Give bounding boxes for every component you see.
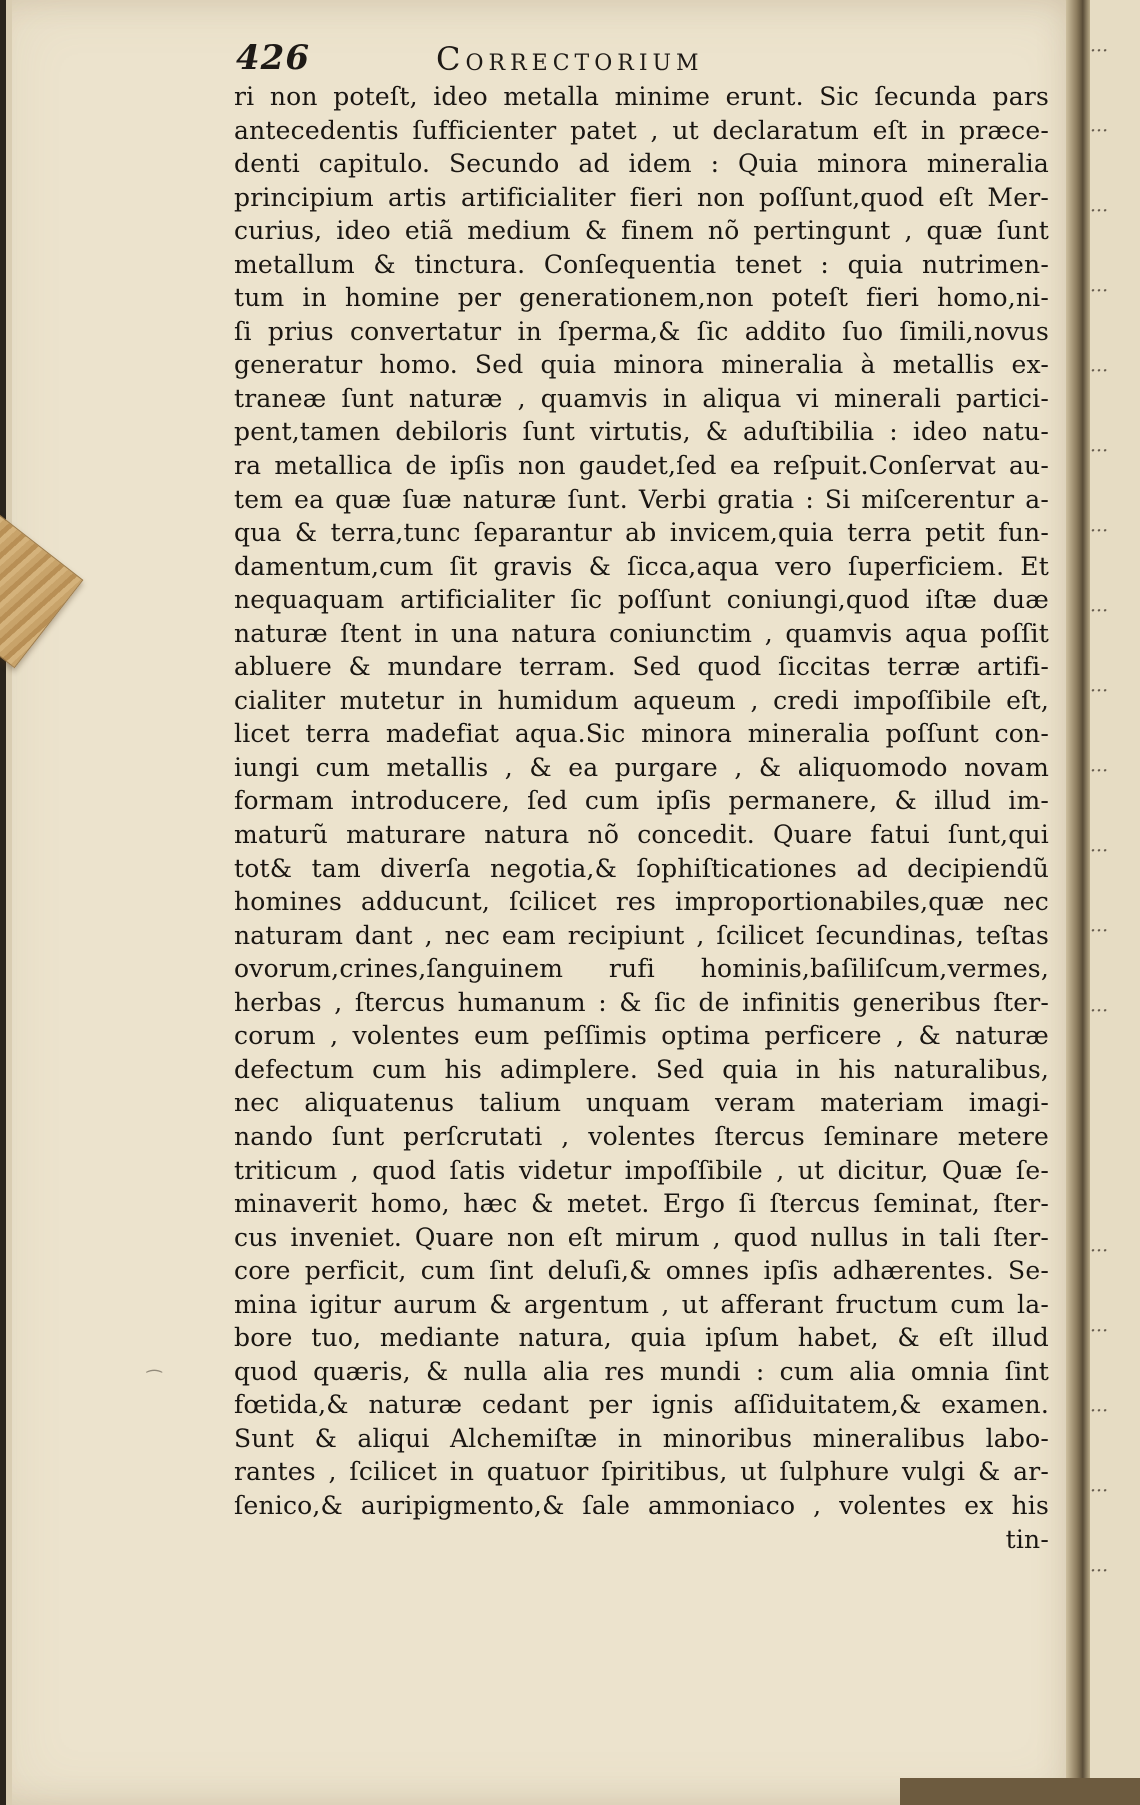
- book-gutter: [1066, 0, 1090, 1805]
- facing-page-fragment: [1090, 0, 1140, 1805]
- facing-page-text-fragment: ···: [1090, 600, 1109, 622]
- text-line: metallum & tinctura. Conſequentia tenet : quia nutrimen-: [234, 249, 1049, 279]
- text-line: ſenico,& auripigmento,& ſale ammoniaco , volentes ex his: [234, 1490, 1049, 1520]
- text-line: tot& tam diverſa negotia,& ſophiſticationes ad decipiendũ: [234, 853, 1049, 883]
- facing-page-text-fragment: ···: [1090, 1560, 1109, 1582]
- body-text: [234, 80, 1049, 1556]
- facing-page-text-fragment: ···: [1090, 40, 1109, 62]
- text-line: herbas , ſtercus humanum : & ſic de infinitis generibus ſter-: [234, 987, 1049, 1017]
- facing-page-text-fragment: ···: [1090, 440, 1109, 462]
- text-line: qua & terra,tunc ſeparantur ab invicem,quia terra petit fun-: [234, 518, 1049, 548]
- text-line: formam introducere, ſed cum ipſis permanere, & illud im-: [234, 786, 1049, 816]
- text-line: quod quæris, & nulla alia res mundi : cum alia omnia ſint: [234, 1356, 1049, 1386]
- facing-page-text-fragment: ···: [1090, 120, 1109, 142]
- facing-page-text-fragment: ···: [1090, 360, 1109, 382]
- facing-page-text-fragment: ···: [1090, 1480, 1109, 1502]
- text-line: ri non poteſt, ideo metalla minime erunt. Sic ſecunda pars: [234, 82, 1049, 111]
- book-page: [6, 0, 1084, 1805]
- text-line: bore tuo, mediante natura, quia ipſum habet, & eſt illud: [234, 1323, 1049, 1353]
- text-line: tem ea quæ ſuæ naturæ ſunt. Verbi gratia : Si miſcerentur a-: [234, 484, 1049, 514]
- text-line: pent,tamen debiloris ſunt virtutis, & aduſtibilia : ideo natu-: [234, 417, 1049, 447]
- text-line: naturam dant , nec eam recipiunt , ſcilicet ſecundinas, teſtas: [234, 920, 1049, 950]
- text-line: ſi prius convertatur in ſperma,& ſic addito ſuo ſimili,novus: [234, 316, 1049, 346]
- text-line: corum , volentes eum peſſimis optima perficere , & naturæ: [234, 1021, 1049, 1051]
- text-line: iungi cum metallis , & ea purgare , & aliquomodo novam: [234, 752, 1049, 782]
- text-line: generatur homo. Sed quia minora mineralia à metallis ex-: [234, 350, 1049, 380]
- text-line: cialiter mutetur in humidum aqueum , credi impoſſibile eſt,: [234, 685, 1049, 715]
- page-bottom-edge: [900, 1778, 1140, 1805]
- text-line: nec aliquatenus talium unquam veram materiam imagi-: [234, 1088, 1049, 1118]
- page-number: 426: [236, 38, 310, 78]
- text-line: curius, ideo etiã medium & finem nõ pertingunt , quæ ſunt: [234, 216, 1049, 246]
- facing-page-text-fragment: ···: [1090, 1000, 1109, 1022]
- text-line: maturũ maturare natura nõ concedit. Quare fatui ſunt,qui: [234, 820, 1049, 850]
- text-line: traneæ ſunt naturæ , quamvis in aliqua vi minerali partici-: [234, 383, 1049, 413]
- text-line: nando ſunt perſcrutati , volentes ſtercus ſeminare metere: [234, 1121, 1049, 1151]
- text-line: triticum , quod ſatis videtur impoſſibile , ut dicitur, Quæ ſe-: [234, 1155, 1049, 1185]
- facing-page-text-fragment: ···: [1090, 1400, 1109, 1422]
- text-line: rantes , ſcilicet in quatuor ſpiritibus, ut ſulphure vulgi & ar-: [234, 1457, 1049, 1487]
- text-line: antecedentis ſufficienter patet , ut declaratum eſt in præce-: [234, 115, 1049, 145]
- facing-page-text-fragment: ···: [1090, 1240, 1109, 1262]
- text-line: abluere & mundare terram. Sed quod ſiccitas terræ artifi-: [234, 652, 1049, 682]
- text-line: Sunt & aliqui Alchemiſtæ in minoribus mineralibus labo-: [234, 1423, 1049, 1453]
- text-line: principium artis artificialiter fieri non poſſunt,quod eſt Mer-: [234, 182, 1049, 212]
- text-line: cus inveniet. Quare non eſt mirum , quod nullus in tali ſter-: [234, 1222, 1049, 1252]
- facing-page-text-fragment: ···: [1090, 280, 1109, 302]
- text-line: nequaquam artificialiter ſic poſſunt coniungi,quod iſtæ duæ: [234, 585, 1049, 615]
- text-line: core perficit, cum ſint deluſi,& omnes ipſis adhærentes. Se-: [234, 1256, 1049, 1286]
- facing-page-text-fragment: ···: [1090, 200, 1109, 222]
- page-header: [236, 38, 836, 82]
- facing-page-text-fragment: ···: [1090, 760, 1109, 782]
- text-line: minaverit homo, hæc & metet. Ergo ſi ſtercus ſeminat, ſter-: [234, 1189, 1049, 1219]
- catchword: tin-: [1005, 1524, 1049, 1554]
- text-line: licet terra madefiat aqua.Sic minora mineralia poſſunt con-: [234, 719, 1049, 749]
- text-line: fœtida,& naturæ cedant per ignis aſſiduitatem,& examen.: [234, 1390, 1049, 1420]
- running-head: Correctorium: [436, 40, 704, 78]
- text-line: ra metallica de ipſis non gaudet,ſed ea reſpuit.Conſervat au-: [234, 451, 1049, 481]
- facing-page-text-fragment: ···: [1090, 1320, 1109, 1342]
- facing-page-text-fragment: ···: [1090, 680, 1109, 702]
- text-line: damentum,cum ſit gravis & ſicca,aqua vero ſuperficiem. Et: [234, 551, 1049, 581]
- text-line: naturæ ſtent in una natura coniunctim , quamvis aqua poſſit: [234, 618, 1049, 648]
- pencil-mark: ⁀: [147, 1370, 162, 1391]
- text-line: defectum cum his adimplere. Sed quia in his naturalibus,: [234, 1054, 1049, 1084]
- facing-page-text-fragment: ···: [1090, 920, 1109, 942]
- facing-page-text-fragment: ···: [1090, 520, 1109, 542]
- text-line: tum in homine per generationem,non poteſt fieri homo,ni-: [234, 283, 1049, 313]
- text-line: ovorum,crines,ſanguinem rufi hominis,baſiliſcum,vermes,: [234, 954, 1049, 984]
- text-line: mina igitur aurum & argentum , ut afferant fructum cum la-: [234, 1289, 1049, 1319]
- facing-page-text-fragment: ···: [1090, 840, 1109, 862]
- text-line: homines adducunt, ſcilicet res improportionabiles,quæ nec: [234, 887, 1049, 917]
- text-line: denti capitulo. Secundo ad idem : Quia minora mineralia: [234, 149, 1049, 179]
- page-left-edge: [6, 0, 12, 1805]
